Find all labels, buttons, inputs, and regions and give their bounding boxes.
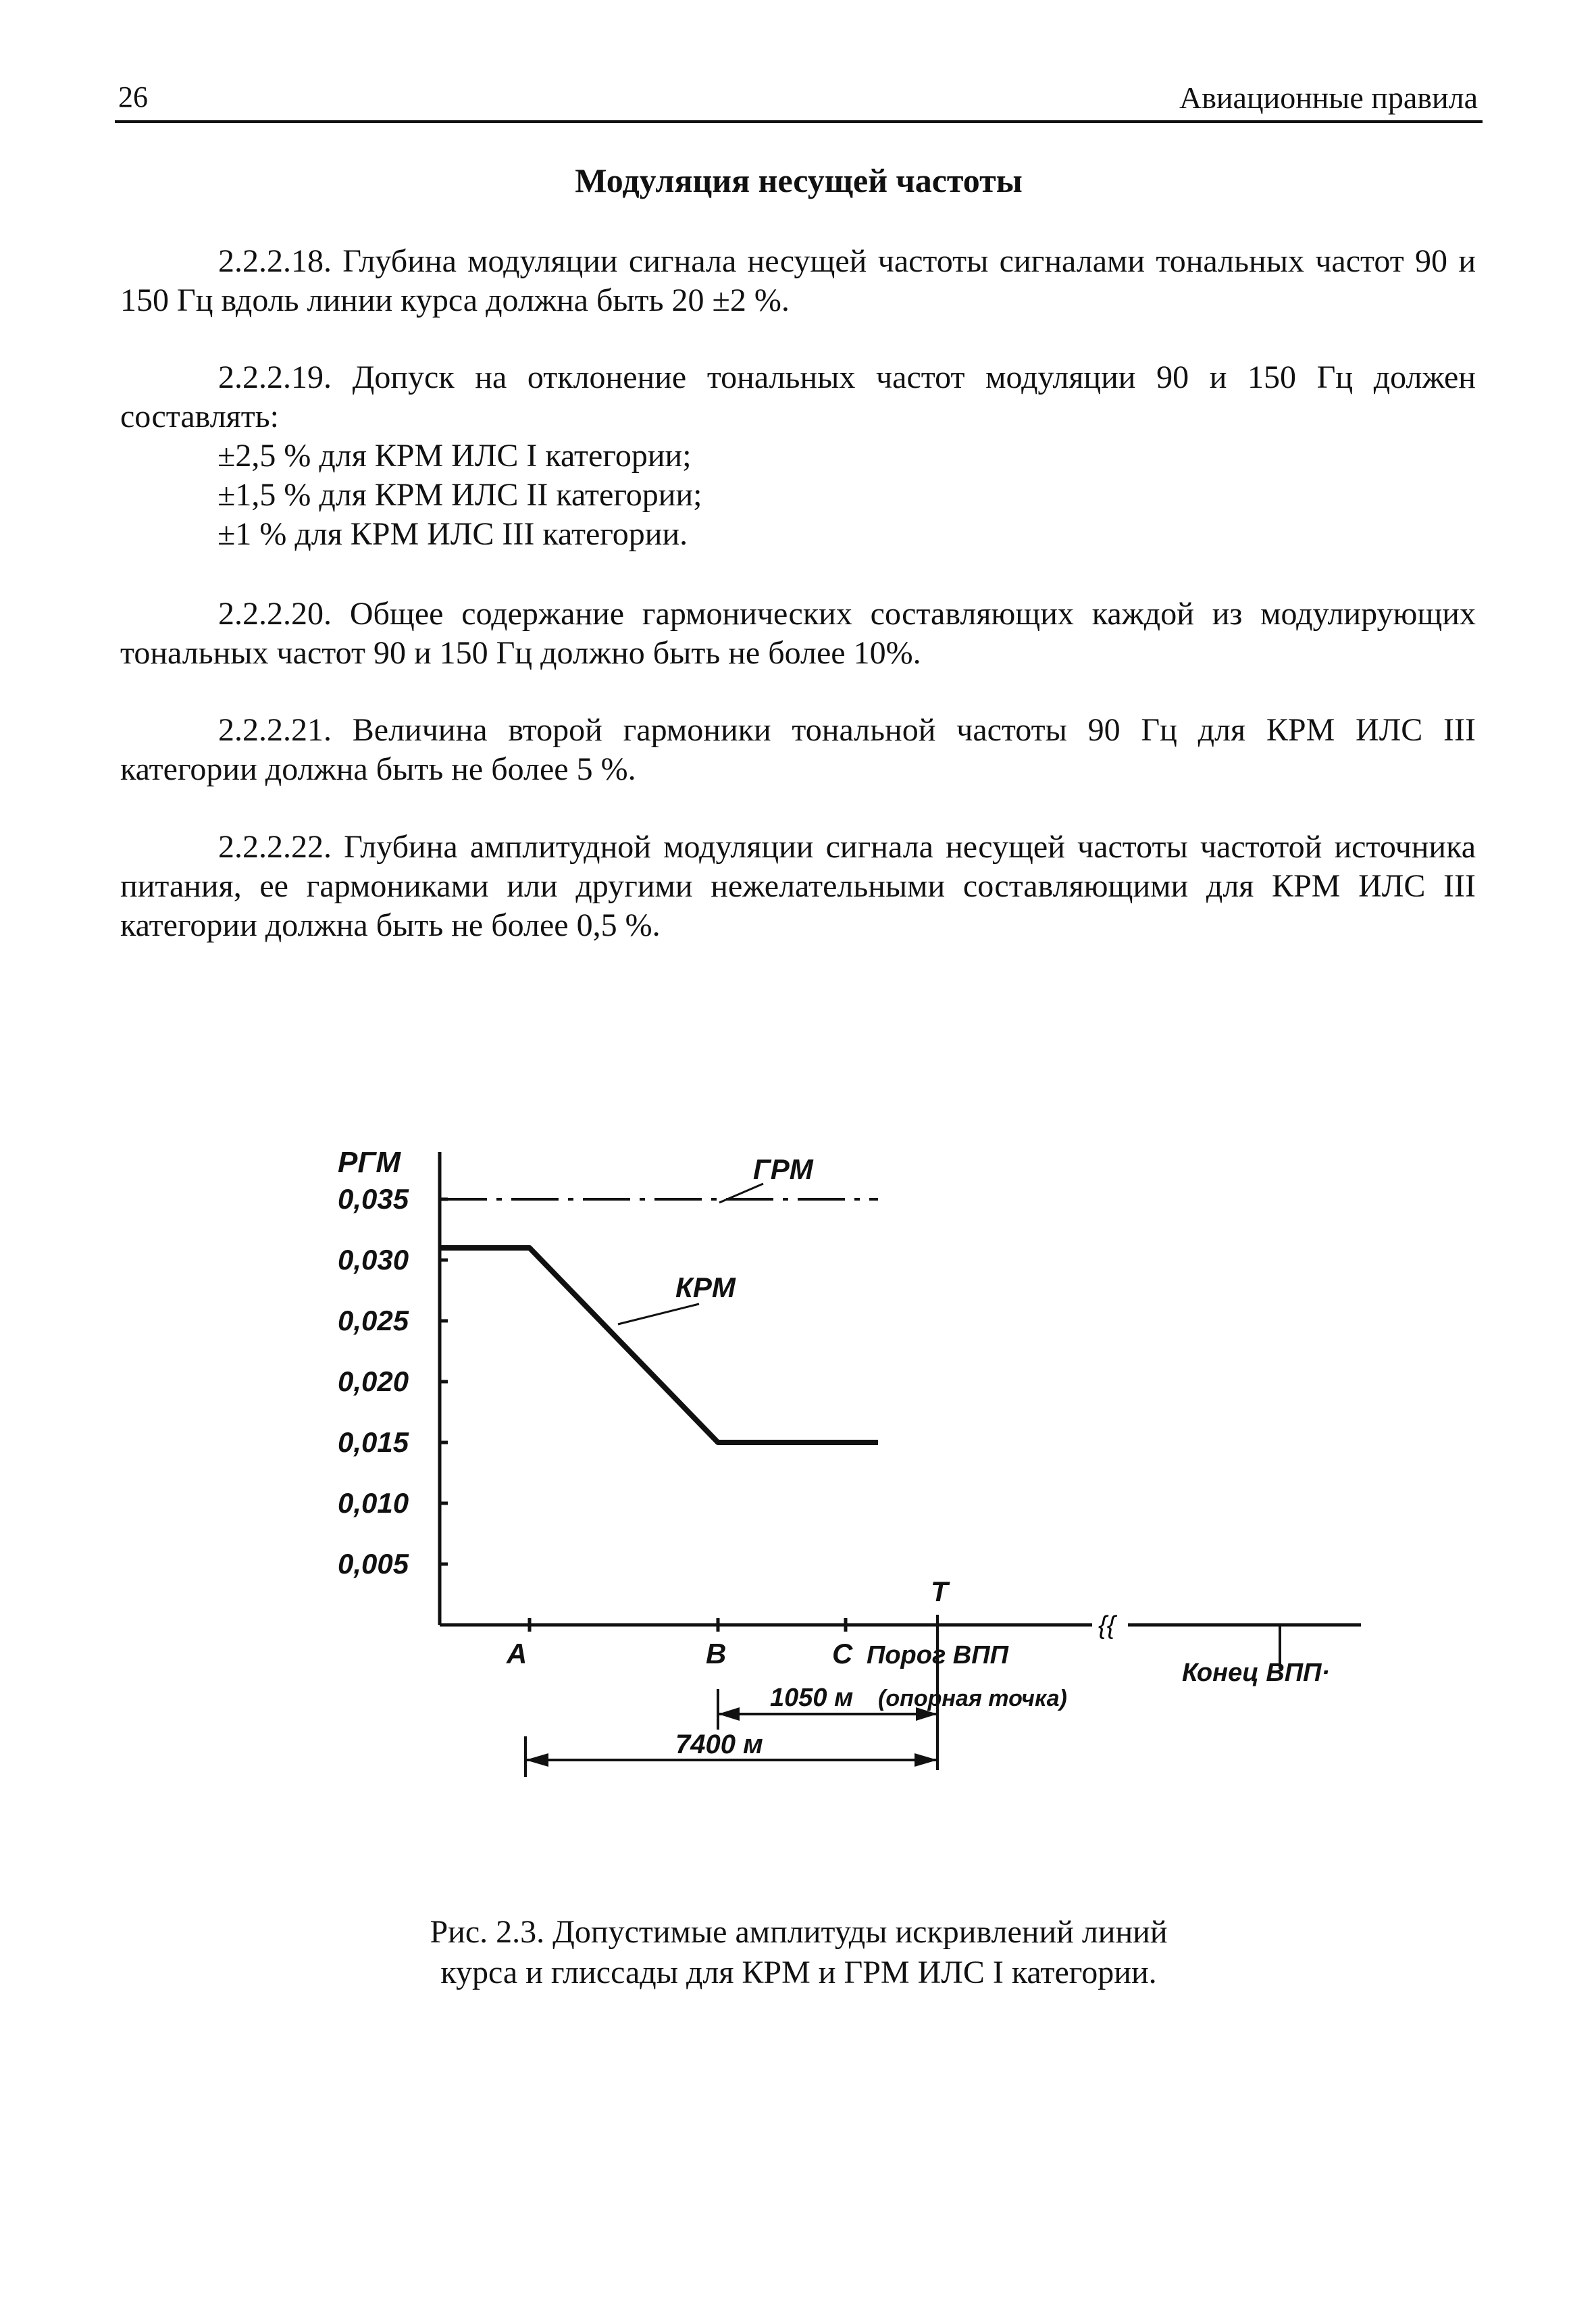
series-line-krm <box>440 1248 878 1442</box>
paragraph-2-2-2-20: 2.2.2.20. Общее содержание гармонических составляющих каждой из модулирующих тональных частот 90 и 150 Гц должно быть не более 10%. <box>120 596 1476 671</box>
page-number: 26 <box>118 80 148 114</box>
list-item: ±1,5 % для КРМ ИЛС II категории; <box>217 477 702 513</box>
krm-series-label: КРМ <box>675 1272 736 1303</box>
point-A-label: А <box>507 1638 527 1669</box>
point-B-label: В <box>706 1638 727 1669</box>
dim-7400-arrow-left <box>525 1753 548 1767</box>
section-title: Модуляция несущей частоты <box>575 161 1023 199</box>
y-tick-label: 0,030 <box>338 1244 409 1276</box>
figure-caption <box>115 1912 1483 1993</box>
y-tick-label: 0,015 <box>338 1426 409 1458</box>
point-C-label: С <box>832 1638 853 1669</box>
y-tick-label: 0,010 <box>338 1487 409 1519</box>
point-T-label: Т <box>931 1576 948 1607</box>
paragraph-2-2-2-19: 2.2.2.19. Допуск на отклонение тональных частот модуляции 90 и 150 Гц должен составлять: <box>120 359 1476 434</box>
y-tick-label: 0,035 <box>338 1183 409 1215</box>
paragraph-2-2-2-18: 2.2.2.18. Глубина модуляции сигнала несущей частоты сигналами тональных частот 90 и 150 Гц вдоль линии курса должна быть 20 ±2 %. <box>120 243 1476 318</box>
grm-series-label: ГРМ <box>753 1153 813 1185</box>
ref-point-label: (опорная точка) <box>878 1686 1067 1711</box>
list-item: ±2,5 % для КРМ ИЛС I категории; <box>217 438 692 474</box>
caption-line-1: Рис. 2.3. Допустимые амплитуды искривлений линий <box>430 1914 1168 1950</box>
dim-7400-arrow-right <box>915 1753 937 1767</box>
paragraph-2-2-2-22: 2.2.2.22. Глубина амплитудной модуляции сигнала несущей частоты частотой источника питания, ее гармониками или другими нежелательными составляющими для КРМ ИЛС III категории должна быть не более 0,5 %. <box>120 829 1476 943</box>
krm-leader-line <box>618 1304 699 1324</box>
dim-1050-label: 1050 м <box>770 1684 854 1712</box>
list-item: ±1 % для КРМ ИЛС III категории. <box>217 516 688 552</box>
running-title: Авиационные правила <box>1179 80 1478 115</box>
y-tick-label: 0,005 <box>338 1548 409 1580</box>
caption-line-2: курса и глиссады для КРМ и ГРМ ИЛС I категории. <box>440 1955 1157 1990</box>
dim-7400-label: 7400 м <box>675 1730 763 1759</box>
dim-1050-arrow-left <box>718 1707 740 1721</box>
paragraph-2-2-2-21: 2.2.2.21. Величина второй гармоники тональной частоты 90 Гц для КРМ ИЛС III категории должна быть не более 5 %. <box>120 712 1476 787</box>
threshold-label: Порог ВПП <box>867 1641 1008 1669</box>
y-axis-label: РГМ <box>338 1146 401 1179</box>
y-tick-label: 0,020 <box>338 1365 409 1397</box>
y-tick-label: 0,025 <box>338 1305 409 1336</box>
axis-break-mark: {{ <box>1098 1611 1116 1640</box>
runway-end-label: Конец ВПП· <box>1182 1659 1331 1687</box>
